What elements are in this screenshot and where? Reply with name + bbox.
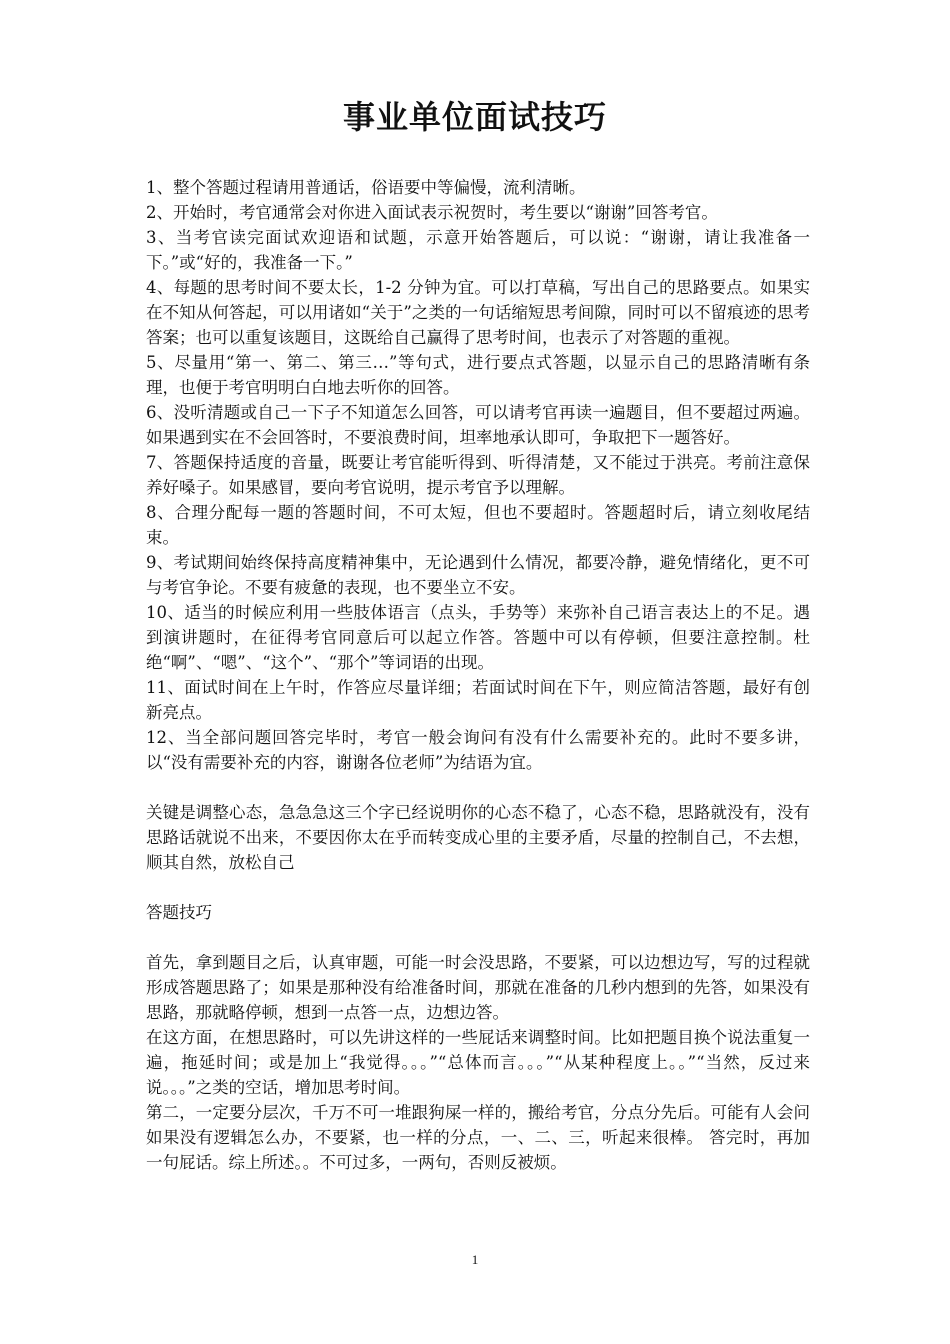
list-item: 6、没听清题或自己一下子不知道怎么回答，可以请考官再读一遍题目，但不要超过两遍。如果遇到实在不会回答时，不要浪费时间，坦率地承认即可，争取把下一题答好。: [146, 403, 810, 447]
document-title: 事业单位面试技巧: [342, 98, 607, 136]
key-paragraph: 关键是调整心态，急急急这三个字已经说明你的心态不稳了，心态不稳，思路就没有，没有思路话就说不出来，不要因你太在乎而转变成心里的主要矛盾，尽量的控制自己，不去想，顺其自然，放松自己: [146, 803, 810, 872]
document-body: [146, 175, 810, 1175]
list-item: 12、当全部问题回答完毕时，考官一般会询问有没有什么需要补充的。此时不要多讲，以“没有需要补充的内容，谢谢各位老师”为结语为宜。: [146, 728, 810, 772]
list-item: 1、整个答题过程请用普通话，俗语要中等偏慢，流利清晰。: [146, 178, 586, 197]
list-item: 3、当考官读完面试欢迎语和试题，示意开始答题后，可以说：“谢谢，请让我准备一下。”或“好的，我准备一下。”: [146, 228, 810, 272]
page-number: 1: [471, 1252, 479, 1267]
list-item: 7、答题保持适度的音量，既要让考官能听得到、听得清楚，又不能过于洪亮。考前注意保养好嗓子。如果感冒，要向考官说明，提示考官予以理解。: [146, 453, 810, 497]
list-item: 5、尽量用“第一、第二、第三…”等句式，进行要点式答题，以显示自己的思路清晰有条理，也便于考官明明白白地去听你的回答。: [146, 353, 810, 397]
paragraph-spacer: [146, 875, 810, 900]
list-item: 4、每题的思考时间不要太长，1-2 分钟为宜。可以打草稿，写出自己的思路要点。如果实在不知从何答起，可以用诸如“关于”之类的一句话缩短思考间隙，同时可以不留痕迹的思考答案；也可以重复该题目，这既给自己赢得了思考时间，也表示了对答题的重视。: [146, 278, 810, 347]
paragraph-spacer: [146, 775, 810, 800]
list-item: 8、合理分配每一题的答题时间，不可太短，但也不要超时。答题超时后，请立刻收尾结束。: [146, 503, 810, 547]
list-item: 9、考试期间始终保持高度精神集中，无论遇到什么情况，都要冷静，避免情绪化，更不可与考官争论。不要有疲惫的表现，也不要坐立不安。: [146, 553, 810, 597]
list-item: 10、适当的时候应利用一些肢体语言（点头，手势等）来弥补自己语言表达上的不足。遇到演讲题时，在征得考官同意后可以起立作答。答题中可以有停顿，但要注意控制。杜绝“啊”、“嗯”、“这个”、“那个”等词语的出现。: [146, 603, 810, 672]
tip-paragraph: 第二，一定要分层次，千万不可一堆跟狗屎一样的，搬给考官，分点分先后。可能有人会问如果没有逻辑怎么办，不要紧，也一样的分点，一、二、三，听起来很棒。 答完时，再加一句屁话。综上所述。。不可过多，一两句，否则反被烦。: [146, 1103, 810, 1172]
tip-paragraph: 在这方面，在想思路时，可以先讲这样的一些屁话来调整时间。比如把题目换个说法重复一遍，拖延时间；或是加上“我觉得。。。”“总体而言。。。”“从某种程度上。。”“当然，反过来说。。。”之类的空话，增加思考时间。: [146, 1028, 810, 1097]
list-item: 11、面试时间在上午时，作答应尽量详细；若面试时间在下午，则应简洁答题，最好有创新亮点。: [146, 678, 810, 722]
section-heading: 答题技巧: [146, 903, 212, 922]
list-item: 2、开始时，考官通常会对你进入面试表示祝贺时，考生要以“谢谢”回答考官。: [146, 203, 718, 222]
paragraph-spacer: [146, 925, 810, 950]
tip-paragraph: 首先，拿到题目之后，认真审题，可能一时会没思路，不要紧，可以边想边写，写的过程就形成答题思路了；如果是那种没有给准备时间，那就在准备的几秒内想到的先答，如果没有思路，那就略停顿，想到一点答一点，边想边答。: [146, 953, 810, 1022]
